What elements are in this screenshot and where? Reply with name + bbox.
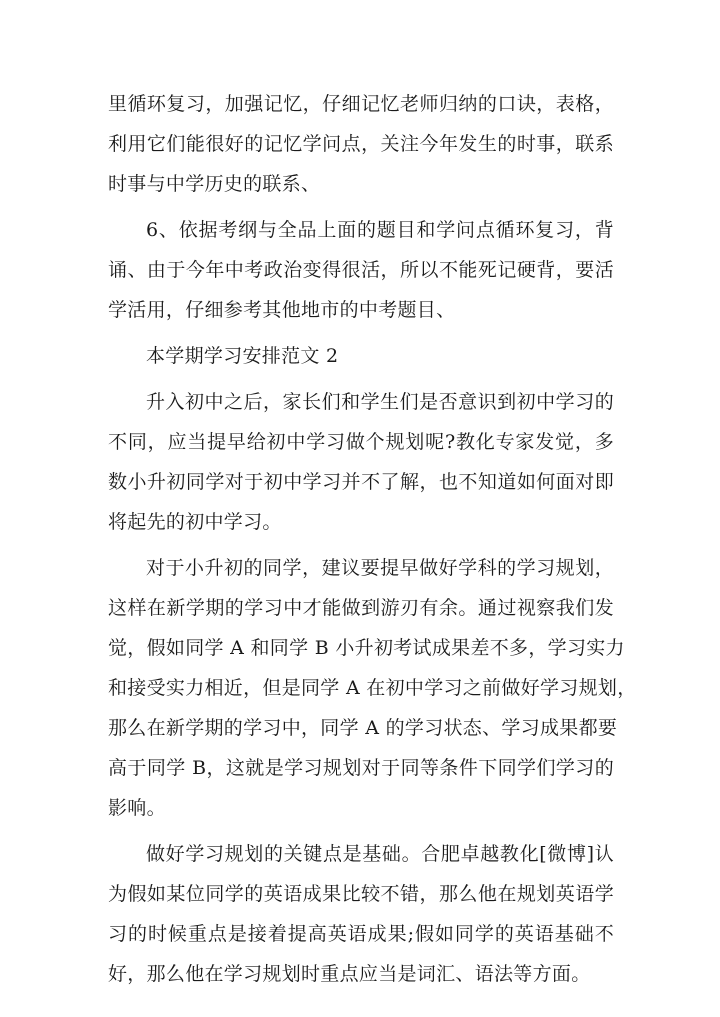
text-line: 这样在新学期的学习中才能做到游刃有余。通过视察我们发	[108, 597, 614, 619]
text-line: 习的时候重点是接着提高英语成果;假如同学的英语基础不	[108, 923, 614, 945]
text-line: 将起先的初中学习。	[108, 511, 282, 533]
text-line: 觉，假如同学 A 和同学 B 小升初考试成果差不多，学习实力	[108, 637, 625, 659]
text-line: 高于同学 B，这就是学习规划对于同等条件下同学们学习的	[108, 757, 614, 779]
text-line: 6、依据考纲与全品上面的题目和学问点循环复习，背	[146, 219, 614, 241]
text-line: 时事与中学历史的联系、	[108, 173, 321, 195]
text-line: 为假如某位同学的英语成果比较不错，那么他在规划英语学	[108, 883, 614, 905]
text-line: 那么在新学期的学习中，同学 A 的学习状态、学习成果都要	[108, 717, 618, 739]
text-line: 诵、由于今年中考政治变得很活，所以不能死记硬背，要活	[108, 259, 614, 281]
text-line: 升入初中之后，家长们和学生们是否意识到初中学习的	[146, 391, 614, 413]
paragraph-plan	[108, 548, 637, 828]
text-line: 数小升初同学对于初中学习并不了解，也不知道如何面对即	[108, 471, 614, 493]
document-body	[108, 84, 637, 994]
text-line: 不同，应当提早给初中学习做个规划呢?教化专家发觉，多	[108, 431, 614, 453]
text-line: 做好学习规划的关键点是基础。合肥卓越教化[微博]认	[146, 843, 614, 865]
text-line: 好，那么他在学习规划时重点应当是词汇、语法等方面。	[108, 963, 591, 985]
paragraph-basics	[108, 834, 614, 994]
section-heading: 本学期学习安排范文 2	[146, 345, 339, 367]
text-line: 里循环复习，加强记忆，仔细记忆老师归纳的口诀，表格，	[108, 93, 614, 115]
text-line: 对于小升初的同学，建议要提早做好学科的学习规划，	[146, 557, 614, 579]
text-line: 影响。	[108, 797, 166, 819]
text-line: 学活用，仔细参考其他地市的中考题目、	[108, 299, 456, 321]
text-line: 和接受实力相近，但是同学 A 在初中学习之前做好学习规划，	[108, 677, 637, 699]
text-line: 利用它们能很好的记忆学问点，关注今年发生的时事，联系	[108, 133, 614, 155]
paragraph-continued	[108, 84, 614, 204]
paragraph-item-6	[108, 210, 614, 330]
paragraph-intro	[108, 382, 614, 542]
